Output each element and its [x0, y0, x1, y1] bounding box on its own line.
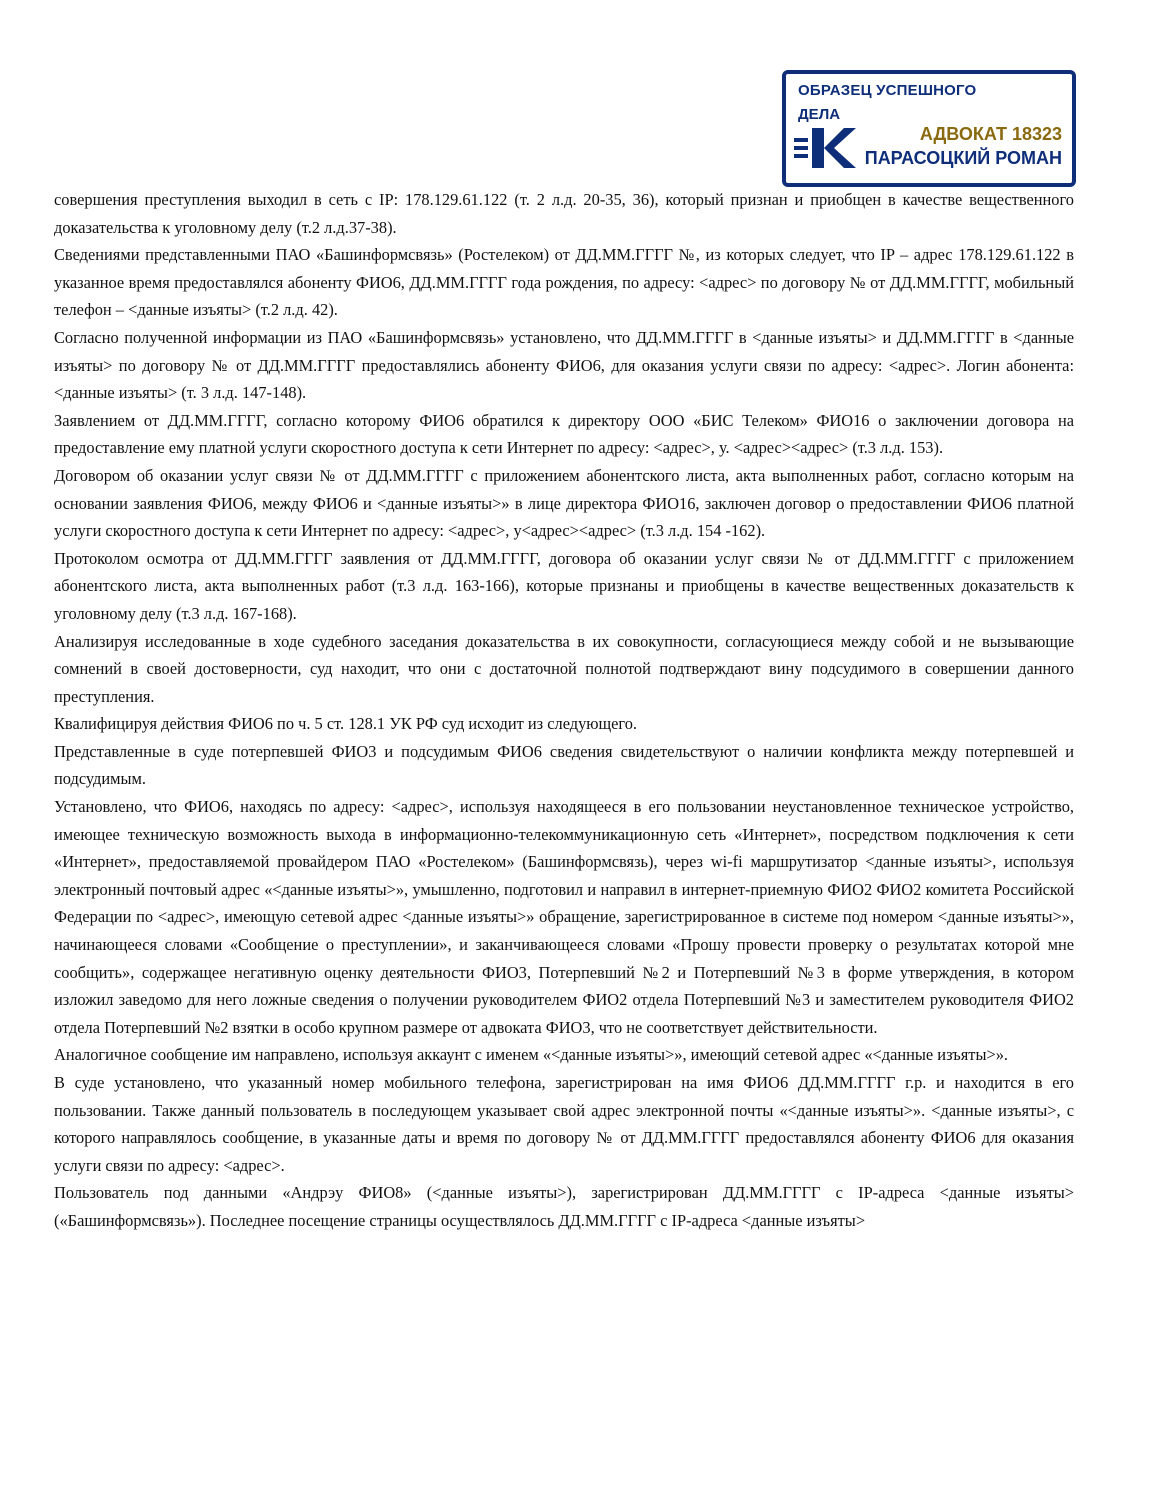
stamp-caption-line1: ОБРАЗЕЦ УСПЕШНОГО — [798, 82, 977, 99]
paragraph: Анализируя исследованные в ходе судебного заседания доказательства в их совокупности, согласующиеся между собой и не вызывающие сомнений в своей достоверности, суд находит, что они с достаточной полнотой подтверждают вину подсудимого в совершении данного преступления. — [54, 631, 1074, 706]
stamp-advocate-name: ПАРАСОЦКИЙ РОМАН — [864, 148, 1062, 168]
paragraph: Пользователь под данными «Андрэу ФИО8» (<данные изъяты>), зарегистрирован ДД.ММ.ГГГГ с IP-адреса <данные изъяты> («Башинформсвязь»). Последнее посещение страницы осуществлялось ДД.ММ.ГГГГ с IP-адреса <данные изъяты> — [54, 1183, 1074, 1230]
document-body — [54, 186, 1074, 1235]
watermark-stamp — [782, 70, 1076, 187]
paragraph: Заявлением от ДД.ММ.ГГГГ, согласно которому ФИО6 обратился к директору ООО «БИС Телеком» ФИО16 о заключении договора на предоставление ему платной услуги скоростного доступа к сети Интернет по адресу: <адрес>, у. <адрес><адрес> (т.3 л.д. 153). — [54, 410, 1074, 458]
paragraph: Договором об оказании услуг связи № от ДД.ММ.ГГГГ с приложением абонентского листа, акта выполненных работ, согласно которым на основании заявления ФИО6, между ФИО6 и <данные изъяты>» в лице директора ФИО16, заключен договор о предоставлении ФИО6 платной услуги скоростного доступа к сети Интернет по адресу: <адрес>, у<адрес><адрес> (т.3 л.д. 154 -162). — [54, 465, 1074, 541]
paragraph: Аналогичное сообщение им направлено, используя аккаунт с именем «<данные изъяты>», имеющий сетевой адрес «<данные изъяты>». — [54, 1045, 1009, 1065]
law-firm-logo-icon — [794, 124, 858, 172]
paragraph: Квалифицируя действия ФИО6 по ч. 5 ст. 128.1 УК РФ суд исходит из следующего. — [54, 714, 638, 734]
paragraph: Сведениями представленными ПАО «Башинформсвязь» (Ростелеком) от ДД.ММ.ГГГГ №, из которых следует, что IP – адрес 178.129.61.122 в указанное время предоставлялся абоненту ФИО6, ДД.ММ.ГГГГ года рождения, по адресу: <адрес> по договору № от ДД.ММ.ГГГГ, мобильный телефон – <данные изъяты> (т.2 л.д. 42). — [54, 245, 1074, 320]
paragraph: совершения преступления выходил в сеть с IP: 178.129.61.122 (т. 2 л.д. 20-35, 36), который признан и приобщен в качестве вещественного доказательства к уголовному делу (т.2 л.д.37-38). — [54, 190, 1074, 237]
paragraph: Протоколом осмотра от ДД.ММ.ГГГГ заявления от ДД.ММ.ГГГГ, договора об оказании услуг связи № от ДД.ММ.ГГГГ с приложением абонентского листа, акта выполненных работ (т.3 л.д. 163-166), которые признаны и приобщены в качестве вещественных доказательств к уголовному делу (т.3 л.д. 167-168). — [54, 548, 1074, 623]
paragraph: В суде установлено, что указанный номер мобильного телефона, зарегистрирован на имя ФИО6 ДД.ММ.ГГГГ г.р. и находится в его пользовании. Также данный пользователь в последующем указывает свой адрес электронной почты «<данные изъяты>». <данные изъяты>, с которого направлялось сообщение, в указанные даты и время по договору № от ДД.ММ.ГГГГ предоставлялся абоненту ФИО6 для оказания услуги связи по адресу: <адрес>. — [54, 1073, 1074, 1175]
stamp-caption-line2: ДЕЛА — [798, 106, 841, 123]
paragraph: Представленные в суде потерпевшей ФИО3 и подсудимым ФИО6 сведения свидетельствуют о наличии конфликта между потерпевшей и подсудимым. — [54, 741, 1074, 789]
paragraph: Согласно полученной информации из ПАО «Башинформсвязь» установлено, что ДД.ММ.ГГГГ в <данные изъяты> и ДД.ММ.ГГГГ в <данные изъяты> по договору № от ДД.ММ.ГГГГ предоставлялись абоненту ФИО6, для оказания услуги связи по адресу: <адрес>. Логин абонента: <данные изъяты> (т. 3 л.д. 147-148). — [54, 327, 1074, 403]
paragraph: Установлено, что ФИО6, находясь по адресу: <адрес>, используя находящееся в его пользовании неустановленное техническое устройство, имеющее техническую возможность выхода в информационно-телекоммуникационную сеть «Интернет», посредством подключения к сети «Интернет», предоставляемой провайдером ПАО «Ростелеком» (Башинформсвязь), через wi-fi маршрутизатор <данные изъяты>, используя электронный почтовый адрес «<данные изъяты>», умышленно, подготовил и направил в интернет-приемную ФИО2 ФИО2 комитета Российской Федерации по <адрес>, имеющую сетевой адрес <данные изъяты>» обращение, зарегистрированное в системе под номером <данные изъяты>», начинающееся словами «Сообщение о преступлении», и заканчивающееся словами «Прошу провести проверку о результатах которой мне сообщить», содержащее негативную оценку деятельности ФИО3, Потерпевший №2 и Потерпевший №3 в форме утверждения, в котором изложил заведомо для него ложные сведения о получении руководителем ФИО2 отдела Потерпевший №3 и заместителем руководителя ФИО2 отдела Потерпевший №2 взятки в особо крупном размере от адвоката ФИО3, что не соответствует действительности. — [54, 797, 1074, 1037]
stamp-advocate-number: АДВОКАТ 18323 — [919, 124, 1062, 144]
